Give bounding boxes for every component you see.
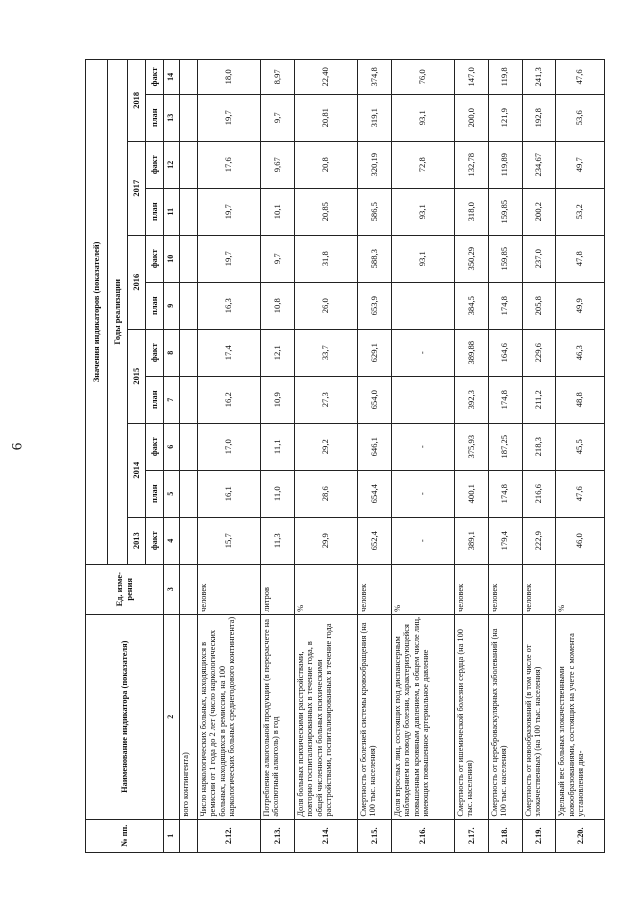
value-cell: 9,67 bbox=[261, 141, 295, 188]
value-cell: 16,2 bbox=[198, 376, 261, 423]
column-number: 4 bbox=[164, 517, 180, 564]
column-number: 12 bbox=[164, 141, 180, 188]
value-cell: 200,2 bbox=[522, 188, 556, 235]
value-cell: 26,0 bbox=[294, 282, 357, 329]
value-cell: 654,4 bbox=[357, 470, 391, 517]
value-cell: 22,40 bbox=[294, 60, 357, 95]
empty-cell bbox=[180, 60, 198, 95]
value-cell: 11,1 bbox=[261, 423, 295, 470]
column-number: 5 bbox=[164, 470, 180, 517]
column-number: 7 bbox=[164, 376, 180, 423]
value-cell: 205,8 bbox=[522, 282, 556, 329]
value-cell: 211,2 bbox=[522, 376, 556, 423]
value-cell: 47,8 bbox=[556, 235, 605, 282]
indicators-table bbox=[85, 59, 605, 853]
value-cell: - bbox=[391, 517, 454, 564]
empty-cell bbox=[180, 423, 198, 470]
value-cell: 192,8 bbox=[522, 94, 556, 141]
empty-cell bbox=[180, 188, 198, 235]
value-cell: 76,0 bbox=[391, 60, 454, 95]
header-no: № пп. bbox=[86, 819, 164, 852]
header-fact: факт bbox=[146, 517, 164, 564]
value-cell: 28,6 bbox=[294, 470, 357, 517]
row-number: 2.14. bbox=[294, 819, 357, 852]
value-cell: 588,3 bbox=[357, 235, 391, 282]
header-plan: план bbox=[146, 470, 164, 517]
rotated-table-wrapper bbox=[85, 59, 605, 853]
column-number: 10 bbox=[164, 235, 180, 282]
value-cell: 15,7 bbox=[198, 517, 261, 564]
value-cell: 119,89 bbox=[488, 141, 522, 188]
table-row bbox=[357, 60, 391, 853]
value-cell: 9,7 bbox=[261, 235, 295, 282]
value-cell: 93,1 bbox=[391, 94, 454, 141]
empty-cell bbox=[180, 470, 198, 517]
value-cell: 147,0 bbox=[454, 60, 488, 95]
value-cell: 200,0 bbox=[454, 94, 488, 141]
value-cell: 47,6 bbox=[556, 60, 605, 95]
value-cell: 374,8 bbox=[357, 60, 391, 95]
value-cell: 53,2 bbox=[556, 188, 605, 235]
header-values-group: Значения индикаторов (показателей) bbox=[86, 60, 108, 565]
value-cell: 19,7 bbox=[198, 94, 261, 141]
header-fact: факт bbox=[146, 423, 164, 470]
value-cell: - bbox=[391, 423, 454, 470]
empty-cell bbox=[180, 282, 198, 329]
indicator-name: Доля больных психическими расстройствами, повторно госпитализированных в течение года, в общей численности больных психическими расстройствами, госпитализированных в течение года bbox=[294, 614, 357, 819]
value-cell: 49,9 bbox=[556, 282, 605, 329]
value-cell: 17,4 bbox=[198, 329, 261, 376]
column-number: 11 bbox=[164, 188, 180, 235]
value-cell: 18,0 bbox=[198, 60, 261, 95]
value-cell: 47,6 bbox=[556, 470, 605, 517]
value-cell: 174,8 bbox=[488, 470, 522, 517]
value-cell: 164,6 bbox=[488, 329, 522, 376]
value-cell: 389,1 bbox=[454, 517, 488, 564]
value-cell: 119,8 bbox=[488, 60, 522, 95]
value-cell: 12,1 bbox=[261, 329, 295, 376]
row-number: 2.12. bbox=[198, 819, 261, 852]
indicator-name: Смертность от болезней системы кровообращения (на 100 тыс. населения) bbox=[357, 614, 391, 819]
column-number: 3 bbox=[164, 564, 180, 614]
value-cell bbox=[391, 376, 454, 423]
indicator-name: Число наркологических больных, находящихся в ремиссии от 1 года до 2 лет (число наркологических больных, находящихся в ремиссии, на 100 наркологических больных среднегодового контингента) bbox=[198, 614, 261, 819]
value-cell: 400,1 bbox=[454, 470, 488, 517]
value-cell: 19,7 bbox=[198, 235, 261, 282]
header-unit: Ед. изме-рения bbox=[86, 564, 164, 614]
value-cell: 389,88 bbox=[454, 329, 488, 376]
value-cell: 229,6 bbox=[522, 329, 556, 376]
header-year-2017: 2017 bbox=[128, 141, 146, 235]
value-cell: 33,7 bbox=[294, 329, 357, 376]
value-cell: 46,3 bbox=[556, 329, 605, 376]
value-cell: 121,9 bbox=[488, 94, 522, 141]
unit: человек bbox=[454, 564, 488, 614]
value-cell: - bbox=[391, 470, 454, 517]
value-cell: 586,5 bbox=[357, 188, 391, 235]
value-cell: 20,85 bbox=[294, 188, 357, 235]
value-cell: 392,3 bbox=[454, 376, 488, 423]
unit: % bbox=[391, 564, 454, 614]
table-row bbox=[198, 60, 261, 853]
unit: человек bbox=[488, 564, 522, 614]
empty-cell bbox=[180, 235, 198, 282]
continuation-text: вого контингента) bbox=[180, 614, 198, 819]
header-plan: план bbox=[146, 282, 164, 329]
indicator-name: Потребление алкогольной продукции (в перерасчете на абсолютный алкоголь) в год bbox=[261, 614, 295, 819]
column-number: 6 bbox=[164, 423, 180, 470]
value-cell: 187,25 bbox=[488, 423, 522, 470]
page-number: 6 bbox=[9, 442, 26, 451]
row-number: 2.15. bbox=[357, 819, 391, 852]
column-number: 9 bbox=[164, 282, 180, 329]
empty-cell bbox=[180, 819, 198, 852]
value-cell: 132,78 bbox=[454, 141, 488, 188]
value-cell: 45,5 bbox=[556, 423, 605, 470]
value-cell: 350,29 bbox=[454, 235, 488, 282]
value-cell: 11,0 bbox=[261, 470, 295, 517]
indicator-name: Смертность от ишемической болезни сердца (на 100 тыс. населения) bbox=[454, 614, 488, 819]
table-row bbox=[522, 60, 556, 853]
value-cell: 216,6 bbox=[522, 470, 556, 517]
value-cell: 384,5 bbox=[454, 282, 488, 329]
column-number: 13 bbox=[164, 94, 180, 141]
value-cell: 19,7 bbox=[198, 188, 261, 235]
header-name: Наименование индикатора (показателя) bbox=[86, 614, 164, 819]
empty-cell bbox=[180, 329, 198, 376]
header-plan: план bbox=[146, 188, 164, 235]
empty-cell bbox=[180, 94, 198, 141]
value-cell: 46,0 bbox=[556, 517, 605, 564]
header-plan: план bbox=[146, 376, 164, 423]
header-year-2013: 2013 bbox=[128, 517, 146, 564]
value-cell: 179,4 bbox=[488, 517, 522, 564]
value-cell: 159,85 bbox=[488, 235, 522, 282]
value-cell: 31,8 bbox=[294, 235, 357, 282]
header-fact: факт bbox=[146, 60, 164, 95]
column-number: 14 bbox=[164, 60, 180, 95]
column-number: 1 bbox=[164, 819, 180, 852]
value-cell: 237,0 bbox=[522, 235, 556, 282]
value-cell: 652,4 bbox=[357, 517, 391, 564]
value-cell: 319,1 bbox=[357, 94, 391, 141]
row-number: 2.16. bbox=[391, 819, 454, 852]
value-cell: 10,8 bbox=[261, 282, 295, 329]
value-cell: 16,1 bbox=[198, 470, 261, 517]
table-row bbox=[488, 60, 522, 853]
empty-cell bbox=[180, 564, 198, 614]
unit: % bbox=[294, 564, 357, 614]
column-number: 8 bbox=[164, 329, 180, 376]
value-cell: 53,6 bbox=[556, 94, 605, 141]
indicator-name: Смертность от новообразований (в том числе от злокачественных) (на 100 тыс. населения) bbox=[522, 614, 556, 819]
value-cell: 375,93 bbox=[454, 423, 488, 470]
value-cell: 320,19 bbox=[357, 141, 391, 188]
table-row bbox=[391, 60, 454, 853]
value-cell: 72,8 bbox=[391, 141, 454, 188]
value-cell: 654,0 bbox=[357, 376, 391, 423]
table-row bbox=[556, 60, 605, 853]
value-cell: 159,85 bbox=[488, 188, 522, 235]
table-row bbox=[454, 60, 488, 853]
unit: человек bbox=[198, 564, 261, 614]
value-cell: 29,2 bbox=[294, 423, 357, 470]
row-number: 2.17. bbox=[454, 819, 488, 852]
header-year-2015: 2015 bbox=[128, 329, 146, 423]
value-cell: 49,7 bbox=[556, 141, 605, 188]
value-cell: 8,97 bbox=[261, 60, 295, 95]
indicator-name: Смертность от цереброваскулярных заболеваний (на 100 тыс. населения) bbox=[488, 614, 522, 819]
value-cell: 11,3 bbox=[261, 517, 295, 564]
value-cell: 646,1 bbox=[357, 423, 391, 470]
value-cell: 48,8 bbox=[556, 376, 605, 423]
unit: человек bbox=[357, 564, 391, 614]
value-cell: 174,8 bbox=[488, 376, 522, 423]
header-year-2016: 2016 bbox=[128, 235, 146, 329]
value-cell: 10,1 bbox=[261, 188, 295, 235]
value-cell: 17,0 bbox=[198, 423, 261, 470]
table-row bbox=[294, 60, 357, 853]
row-number: 2.19. bbox=[522, 819, 556, 852]
value-cell: 27,3 bbox=[294, 376, 357, 423]
value-cell: 20,81 bbox=[294, 94, 357, 141]
value-cell: 218,3 bbox=[522, 423, 556, 470]
header-plan: план bbox=[146, 94, 164, 141]
empty-cell bbox=[180, 141, 198, 188]
empty-cell bbox=[180, 376, 198, 423]
unit: человек bbox=[522, 564, 556, 614]
unit: % bbox=[556, 564, 605, 614]
value-cell: 10,9 bbox=[261, 376, 295, 423]
value-cell: 222,9 bbox=[522, 517, 556, 564]
value-cell: 93,1 bbox=[391, 188, 454, 235]
value-cell: 93,1 bbox=[391, 235, 454, 282]
header-year-2014: 2014 bbox=[128, 423, 146, 517]
value-cell: 9,7 bbox=[261, 94, 295, 141]
value-cell: 629,1 bbox=[357, 329, 391, 376]
indicator-name: Доля взрослых лиц, состоящих под диспансерным наблюдением по поводу болезни, характеризующейся повышенным кровяным давлением, в общем числе лиц, имеющих повышенное артериальное давление bbox=[391, 614, 454, 819]
value-cell: 20,8 bbox=[294, 141, 357, 188]
header-years-group: Годы реализации bbox=[108, 60, 128, 565]
value-cell bbox=[391, 282, 454, 329]
indicator-name: Удельный вес больных злокачественными новообразованиями, состоящих на учете с момента установления диа- bbox=[556, 614, 605, 819]
value-cell: 174,8 bbox=[488, 282, 522, 329]
table-row bbox=[261, 60, 295, 853]
header-year-2018: 2018 bbox=[128, 60, 146, 142]
value-cell: - bbox=[391, 329, 454, 376]
value-cell: 16,3 bbox=[198, 282, 261, 329]
row-number: 2.13. bbox=[261, 819, 295, 852]
header-fact: факт bbox=[146, 141, 164, 188]
value-cell: 241,3 bbox=[522, 60, 556, 95]
value-cell: 29,9 bbox=[294, 517, 357, 564]
value-cell: 17,6 bbox=[198, 141, 261, 188]
row-number: 2.18. bbox=[488, 819, 522, 852]
header-fact: факт bbox=[146, 235, 164, 282]
header-fact: факт bbox=[146, 329, 164, 376]
unit: литров bbox=[261, 564, 295, 614]
column-number: 2 bbox=[164, 614, 180, 819]
empty-cell bbox=[180, 517, 198, 564]
value-cell: 318,0 bbox=[454, 188, 488, 235]
value-cell: 234,67 bbox=[522, 141, 556, 188]
row-number: 2.20. bbox=[556, 819, 605, 852]
value-cell: 653,9 bbox=[357, 282, 391, 329]
